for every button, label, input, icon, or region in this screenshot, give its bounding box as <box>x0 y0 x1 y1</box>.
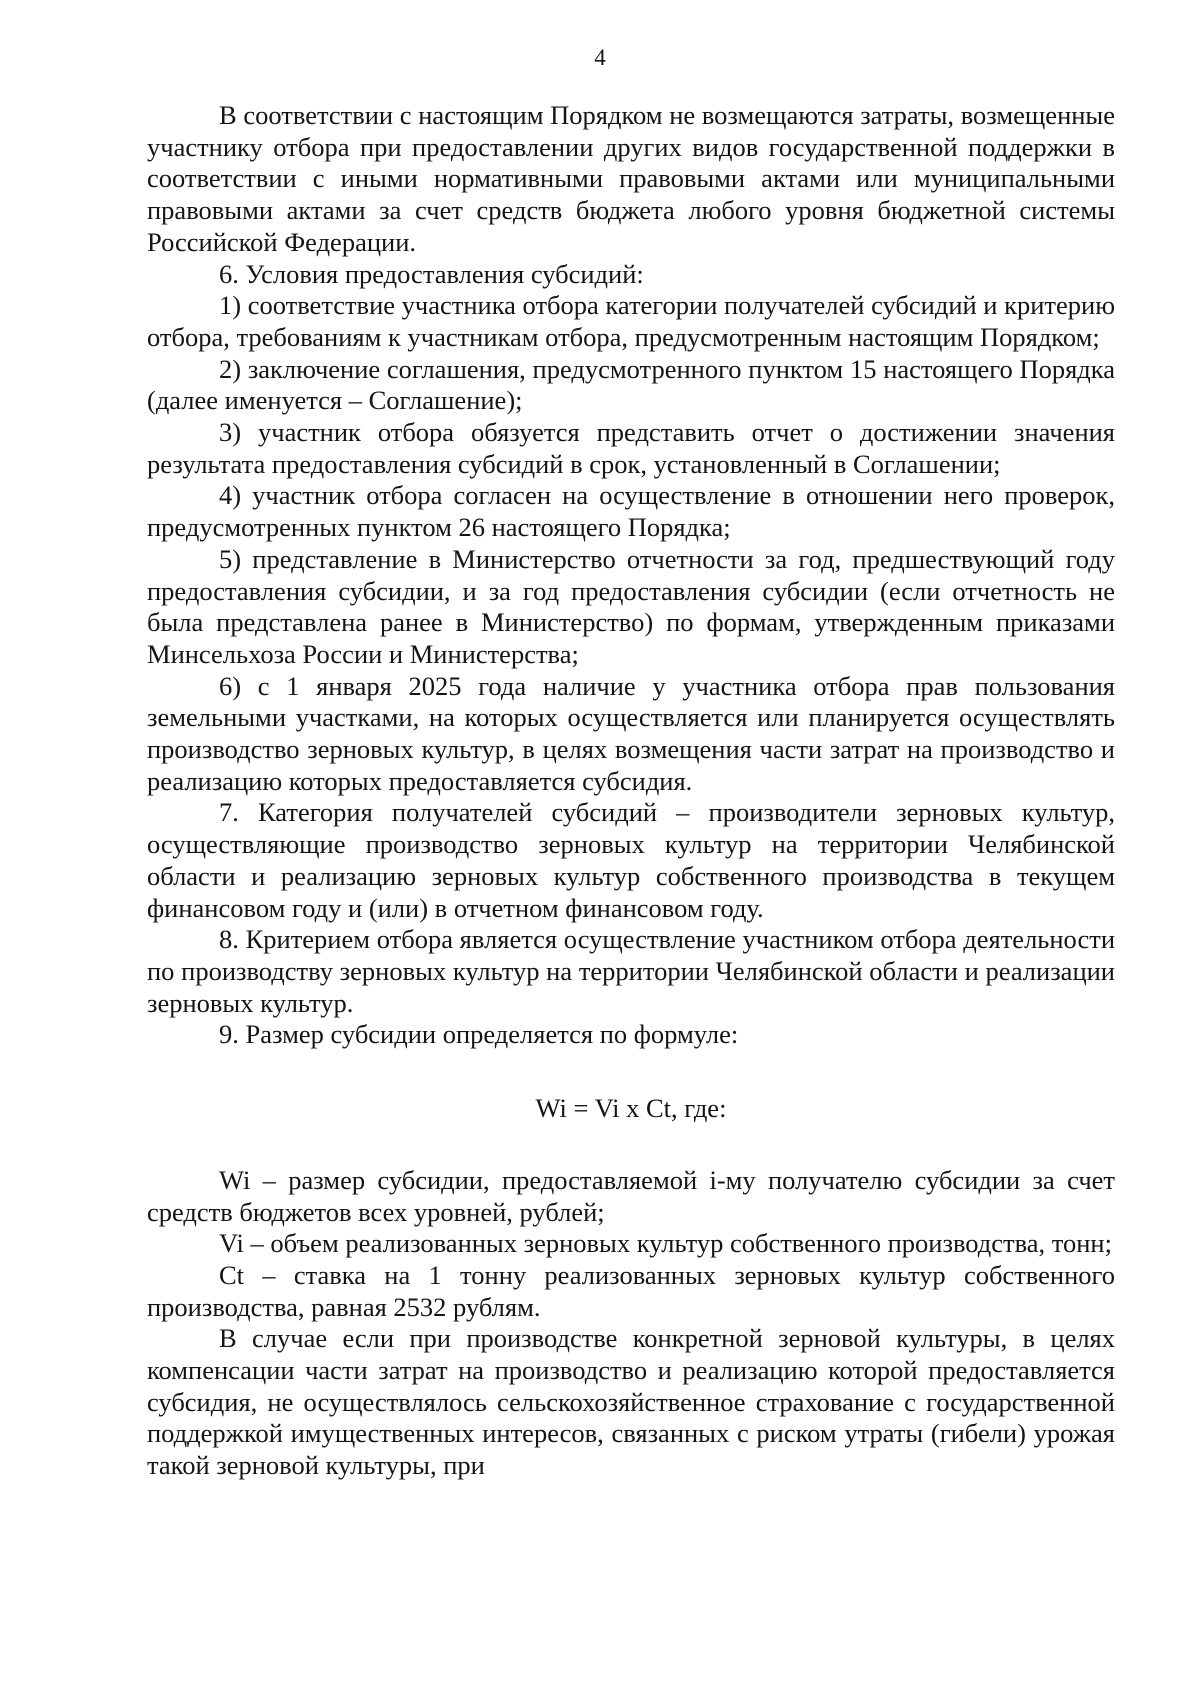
section-8-selection-criterion: 8. Критерием отбора является осуществление участником отбора деятельности по производству зерновых культур на территории Челябинской области и реализации зерновых культур. <box>147 924 1115 1018</box>
condition-6: 6) с 1 января 2025 года наличие у участника отбора прав пользования земельными участками, на которых осуществляется или планируется осуществлять производство зерновых культур, в целях возмещения части затрат на производство и реализацию которых предоставляется субсидия. <box>147 670 1115 796</box>
definition-wi: Wi – размер субсидии, предоставляемой i-му получателю субсидии за счет средств бюджетов всех уровней, рублей; <box>147 1164 1115 1227</box>
section-9-subsidy-size: 9. Размер субсидии определяется по формуле: <box>219 1019 739 1050</box>
paragraph-insurance-case: В случае если при производстве конкретной зерновой культуры, в целях компенсации части затрат на производство и реализацию которой предоставляется субсидия, не осуществлялось сельскохозяйственное страхование с государственной поддержкой имущественных интересов, связанных с риском утраты (гибели) урожая такой зерновой культуры, при <box>147 1323 1115 1481</box>
section-7-recipient-category: 7. Категория получателей субсидий – производители зерновых культур, осуществляющие производство зерновых культур на территории Челябинской области и реализацию зерновых культур собственного производства в текущем финансовом году и (или) в отчетном финансовом году. <box>147 797 1115 923</box>
definition-ct: Ct – ставка на 1 тонну реализованных зерновых культур собственного производства, равная 2532 рублям. <box>147 1259 1115 1322</box>
section-6-heading: 6. Условия предоставления субсидий: <box>219 258 644 289</box>
condition-5: 5) представление в Министерство отчетности за год, предшествующий году предоставления субсидии, и за год предоставления субсидии (если отчетность не была представлена ранее в Министерство) по формам, утвержденным приказами Минсельхоза России и Министерства; <box>147 543 1115 669</box>
condition-4: 4) участник отбора согласен на осуществление в отношении него проверок, предусмотренных пунктом 26 настоящего Порядка; <box>147 480 1115 543</box>
paragraph-reimbursement-exclusion: В соответствии с настоящим Порядком не возмещаются затраты, возмещенные участнику отбора при предоставлении других видов государственной поддержки в соответствии с иными нормативными правовыми актами или муниципальными правовыми актами за счет средств бюджета любого уровня бюджетной системы Российской Федерации. <box>147 100 1115 257</box>
page-number: 4 <box>594 45 606 70</box>
definition-vi: Vi – объем реализованных зерновых культур собственного производства, тонн; <box>219 1228 1112 1259</box>
condition-2: 2) заключение соглашения, предусмотренного пунктом 15 настоящего Порядка (далее именуется – Соглашение); <box>147 353 1115 416</box>
subsidy-formula: Wi = Vi x Ct, где: <box>535 1093 727 1124</box>
document-body <box>147 100 1115 1482</box>
condition-3: 3) участник отбора обязуется представить отчет о достижении значения результата предоставления субсидий в срок, установленный в Соглашении; <box>147 417 1115 479</box>
condition-1: 1) соответствие участника отбора категории получателей субсидий и критерию отбора, требованиям к участникам отбора, предусмотренным настоящим Порядком; <box>147 290 1115 352</box>
